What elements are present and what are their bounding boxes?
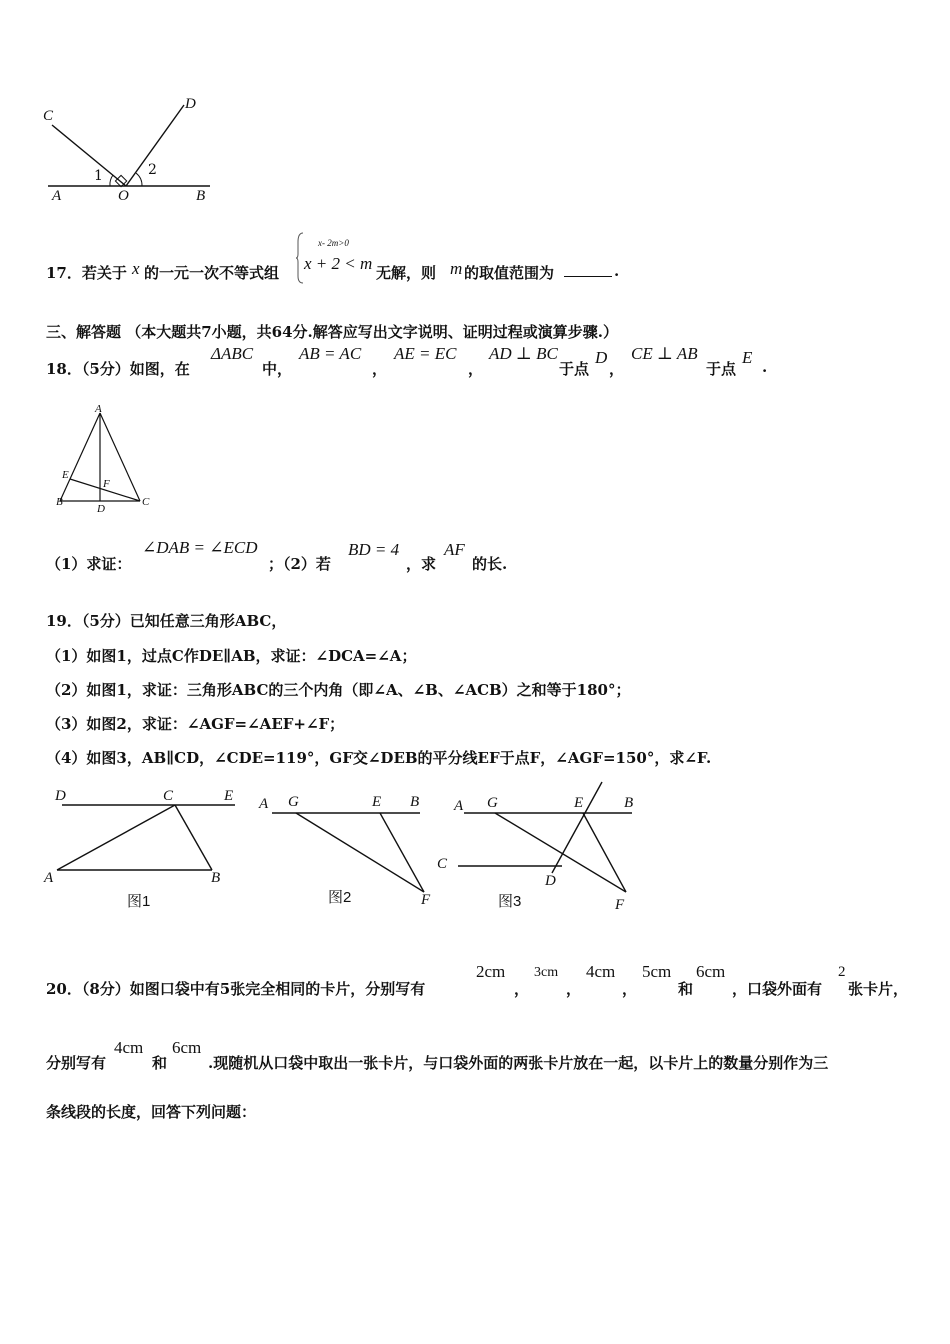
fig3-label-E: E (574, 795, 584, 811)
q20-card-2cm: 2cm (476, 962, 506, 981)
fig2-label-G: G (288, 794, 299, 810)
fig1-label-D: D (55, 788, 66, 804)
q19-line-4: （4）如图3，AB∥CD，∠CDE=119°，GF交∠DEB的平分线EF于点F，∠AGF=150°，求∠F. (46, 749, 712, 767)
q17-suffix2: 的取值范围为 (464, 264, 555, 282)
q20-card-3cm: 3cm (534, 965, 559, 980)
q20-card-5cm: 5cm (642, 962, 672, 981)
fig3-label-A: A (454, 798, 464, 814)
q18-fig-label-F: F (103, 478, 110, 490)
q18-fig-label-E: E (62, 469, 69, 481)
q20-he2: 和 (152, 1054, 168, 1072)
fig3-label-D: D (545, 873, 556, 889)
fig-top-angle-1: 1 (94, 168, 103, 184)
q18-D: D (595, 348, 608, 367)
q19-line-2: （2）如图1，求证：三角形ABC的三个内角（即∠A、∠B、∠ACB）之和等于180°； (46, 681, 631, 699)
q20-card-6cm-outside: 6cm (172, 1038, 202, 1057)
q20-sep1: ， (514, 980, 530, 998)
q18-eq1: AB = AC (299, 344, 362, 363)
fig2-caption: 图2 (328, 889, 352, 906)
q18-zhong: 中， (262, 360, 293, 378)
q18-eq3: AD ⊥ BC (489, 344, 558, 363)
q20-card-4cm: 4cm (586, 962, 616, 981)
q18-p2-equation: BD = 4 (348, 540, 400, 559)
q20-count: 2 (838, 964, 846, 980)
q20-l2-rest: .现随机从口袋中取出一张卡片，与口袋外面的两张卡片放在一起，以卡片上的数量分别作为三 (208, 1054, 829, 1072)
q19-title: 19．（5分）已知任意三角形ABC， (46, 612, 287, 630)
q20-mid: ，口袋外面有 (732, 980, 823, 998)
q18-end: . (762, 358, 768, 376)
q20-card-4cm-outside: 4cm (114, 1038, 144, 1057)
q17-end: . (614, 262, 620, 280)
fig2-label-A: A (259, 796, 269, 812)
section-3-heading: 三、解答题 （本大题共7小题，共64分.解答应写出文字说明、证明过程或演算步骤.） (46, 323, 618, 341)
q18-E: E (742, 348, 753, 367)
q18-fig-label-A: A (95, 403, 102, 415)
fig2-label-E: E (372, 794, 382, 810)
q20-line-3: 条线段的长度，回答下列问题： (46, 1103, 257, 1121)
fig1-caption: 图1 (127, 893, 151, 910)
fig1-label-E: E (224, 788, 234, 804)
q18-p2-mid: ，求 (406, 555, 437, 573)
fig-top-label-O: O (118, 188, 129, 204)
q20-end1: 张卡片， (848, 980, 909, 998)
q18-fig-label-B: B (56, 496, 63, 508)
fig1-label-A: A (44, 870, 54, 886)
q20-l2-prefix: 分别写有 (46, 1054, 107, 1072)
q18-p2-prefix: ；（2）若 (268, 555, 331, 573)
q18-eq2: AE = EC (394, 344, 457, 363)
q17-ineq1: x- 2m>0 (318, 238, 349, 248)
q19-line-1: （1）如图1，过点C作DE∥AB，求证：∠DCA=∠A； (46, 647, 417, 665)
q17-mid: 的一元一次不等式组 (144, 264, 280, 282)
fig-top-angle-2: 2 (148, 162, 157, 178)
q17-ineq2: x + 2 < m (304, 254, 373, 273)
q18-p2-var: AF (444, 540, 465, 559)
q17-prefix: 17．若关于 (46, 264, 127, 282)
q17-answer-blank (564, 262, 612, 277)
fig1-label-B: B (211, 870, 221, 886)
q19-line-3: （3）如图2，求证：∠AGF=∠AEF+∠F； (46, 715, 345, 733)
q18-yudian2: 于点 (706, 360, 737, 378)
fig-top-label-A: A (52, 188, 62, 204)
fig2-label-F: F (421, 892, 431, 908)
fig-top-label-B: B (196, 188, 206, 204)
q18-fig-label-D: D (97, 503, 105, 515)
q18-p1-prefix: （1）求证： (46, 555, 132, 573)
q18-fig-label-C: C (142, 496, 150, 508)
q20-prefix: 20．（8分）如图口袋中有5张完全相同的卡片，分别写有 (46, 980, 426, 998)
fig3-label-B: B (624, 795, 634, 811)
q18-sep1: ， (372, 360, 388, 378)
q20-sep2: ， (566, 980, 582, 998)
q20-he1: 和 (678, 980, 694, 998)
q18-prefix: 18．（5分）如图，在 (46, 360, 190, 378)
fig-top-label-C: C (43, 108, 54, 124)
fig3-caption: 图3 (498, 893, 522, 910)
q17-brace (296, 232, 304, 284)
q18-yudian1: 于点 (559, 360, 590, 378)
q18-sep2: ， (468, 360, 484, 378)
fig3-label-F: F (615, 897, 625, 913)
q18-eq4: CE ⊥ AB (631, 344, 698, 363)
q18-p2-end: 的长. (472, 555, 508, 573)
q17-suffix1: 无解，则 (376, 264, 437, 282)
fig3-label-C: C (437, 856, 448, 872)
q20-sep3: ， (622, 980, 638, 998)
q19-figure-3 (440, 780, 650, 910)
q20-card-6cm: 6cm (696, 962, 726, 981)
q17-var-m: m (450, 259, 463, 278)
q17-var-x: x (132, 259, 140, 278)
q18-triangle: ΔABC (211, 344, 254, 363)
fig-top-label-D: D (185, 96, 196, 112)
q18-sep3: ， (609, 360, 625, 378)
fig2-label-B: B (410, 794, 420, 810)
q18-p1-equation: ∠DAB = ∠ECD (142, 538, 258, 557)
fig3-label-G: G (487, 795, 498, 811)
fig1-label-C: C (163, 788, 174, 804)
